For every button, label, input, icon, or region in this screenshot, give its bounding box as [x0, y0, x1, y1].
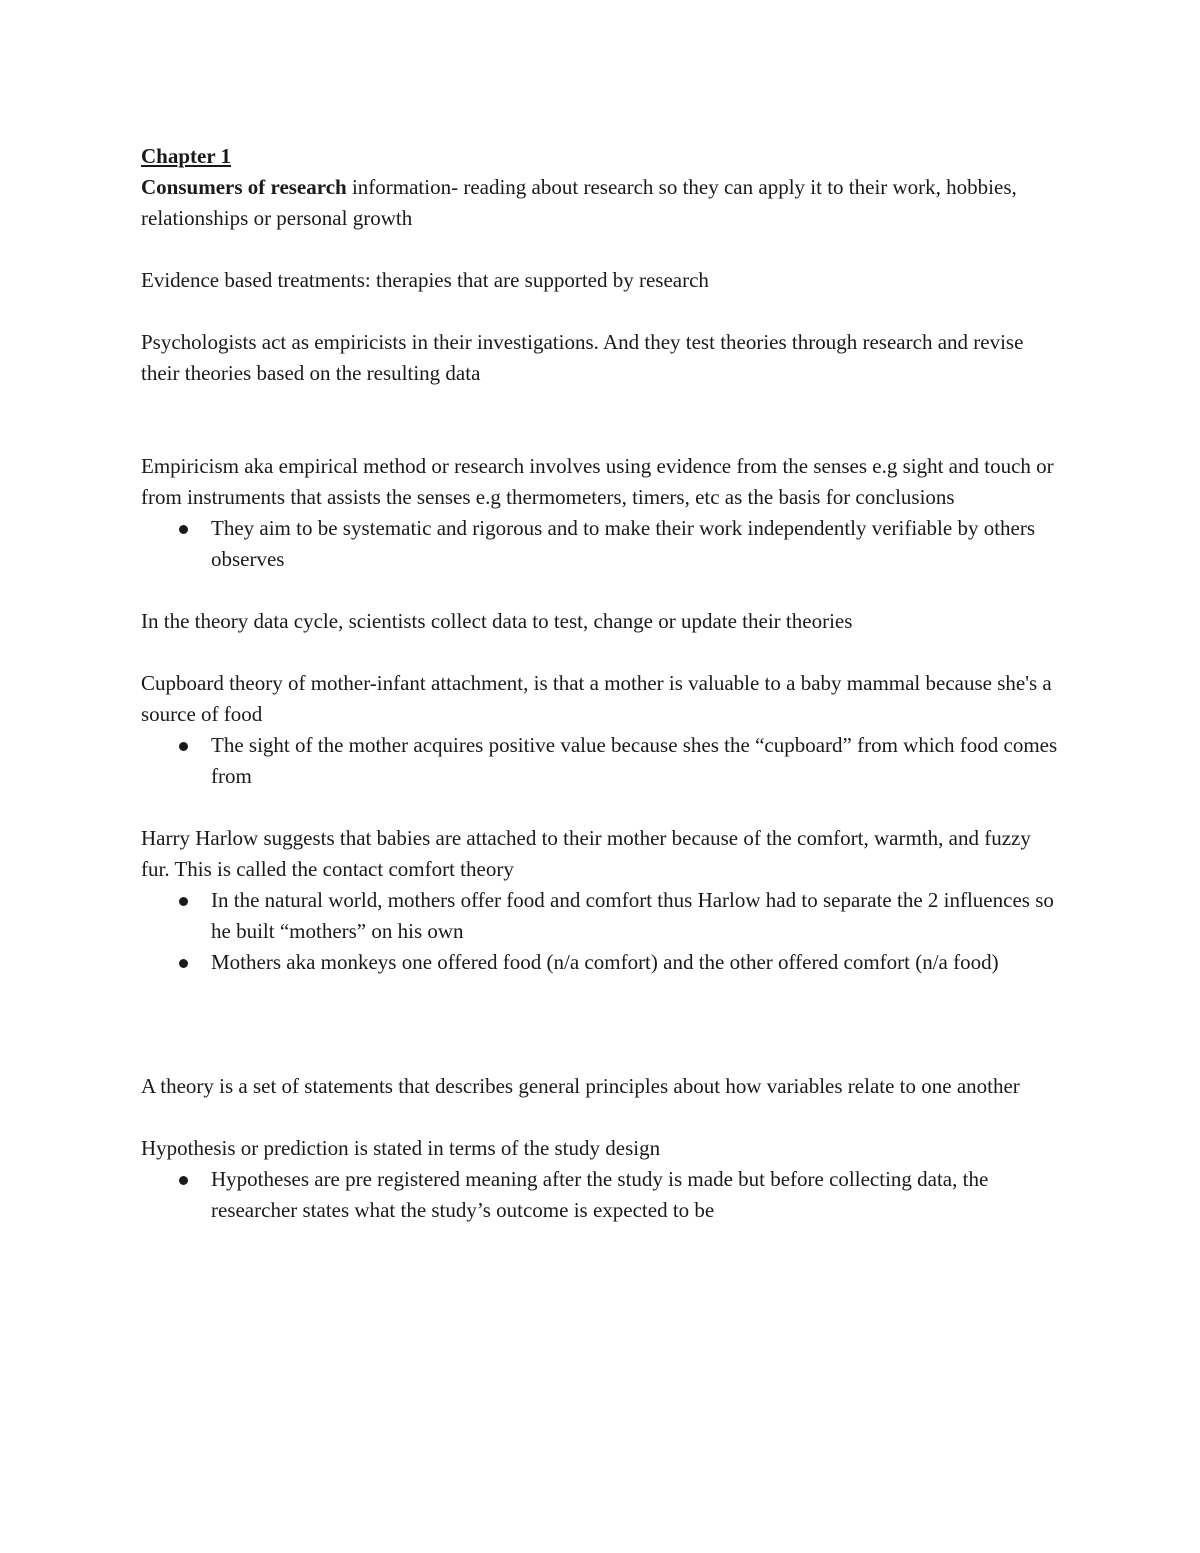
- bullet-icon: [179, 742, 188, 751]
- list-item: The sight of the mother acquires positive value because shes the “cupboard” from which food comes from: [141, 730, 1061, 792]
- paragraph-consumers: [141, 172, 1061, 234]
- bullet-list-empiricism: [141, 513, 1061, 575]
- paragraph-hypothesis: Hypothesis or prediction is stated in terms of the study design: [141, 1136, 661, 1160]
- document-page: [141, 141, 1061, 1226]
- paragraph-evidence-based: Evidence based treatments: therapies that are supported by research: [141, 268, 709, 292]
- paragraph-harlow: Harry Harlow suggests that babies are attached to their mother because of the comfort, warmth, and fuzzy fur. This is called the contact comfort theory: [141, 826, 1031, 881]
- list-item: Mothers aka monkeys one offered food (n/a comfort) and the other offered comfort (n/a food): [141, 947, 1061, 978]
- bullet-list-cupboard: [141, 730, 1061, 792]
- paragraph-theory-definition: A theory is a set of statements that describes general principles about how variables relate to one another: [141, 1074, 1020, 1098]
- bullet-list-harlow: [141, 885, 1061, 978]
- list-item: In the natural world, mothers offer food and comfort thus Harlow had to separate the 2 influences so he built “mothers” on his own: [141, 885, 1061, 947]
- bullet-list-hypothesis: [141, 1164, 1061, 1226]
- term-consumers-of-research: Consumers of research: [141, 175, 347, 199]
- bullet-icon: [179, 959, 188, 968]
- bullet-icon: [179, 1176, 188, 1185]
- paragraph-cupboard-theory: Cupboard theory of mother-infant attachment, is that a mother is valuable to a baby mammal because she's a source of food: [141, 671, 1052, 726]
- paragraph-theory-data-cycle: In the theory data cycle, scientists collect data to test, change or update their theories: [141, 609, 853, 633]
- definition-consumers: information- reading about research so they can apply it to their work, hobbies, relationships or personal growth: [141, 175, 1017, 230]
- bullet-icon: [179, 525, 188, 534]
- chapter-heading: Chapter 1: [141, 144, 232, 168]
- list-item: They aim to be systematic and rigorous and to make their work independently verifiable by others observes: [141, 513, 1061, 575]
- list-item: Hypotheses are pre registered meaning after the study is made but before collecting data, the researcher states what the study’s outcome is expected to be: [141, 1164, 1061, 1226]
- paragraph-empiricism: Empiricism aka empirical method or research involves using evidence from the senses e.g sight and touch or from instruments that assists the senses e.g thermometers, timers, etc as the basis for conclusions: [141, 454, 1054, 509]
- paragraph-psychologists: Psychologists act as empiricists in their investigations. And they test theories through research and revise their theories based on the resulting data: [141, 330, 1024, 385]
- bullet-icon: [179, 897, 188, 906]
